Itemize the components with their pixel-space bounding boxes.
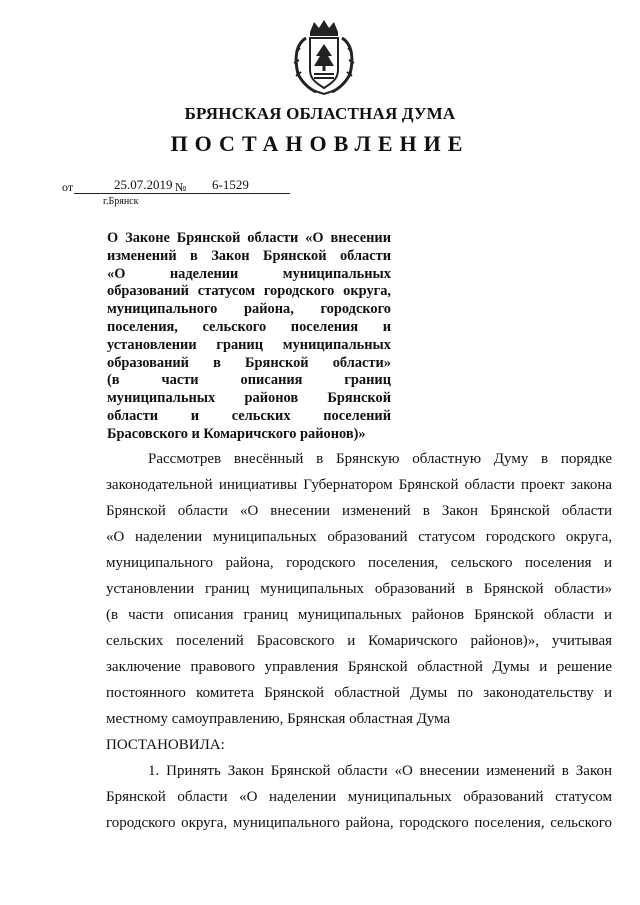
body-line: Брянской области «О внесении изменений в Закон Брянской области [106,503,612,519]
subject-line: О Законе Брянской области «О внесении [107,230,391,246]
coat-of-arms-icon [292,18,356,96]
subject-line: Брасовского и Комаричского районов)» [107,425,366,442]
resolution-heading: ПОСТАНОВИЛА: [106,737,225,753]
subject-line: изменений в Закон Брянской области [107,247,391,264]
from-label: от [62,180,74,194]
body-line: «О наделении муниципальных образований статусом городского округа, [106,529,612,545]
number-line [190,177,290,194]
document-subject [107,230,391,444]
body-line: установлении границ муниципальных образований в Брянской области» [106,581,612,597]
subject-line: установлении границ муниципальных [107,336,391,353]
body-line: муниципального района, городского поселения, сельского поселения и [106,555,612,571]
document-number: 6-1529 [212,177,249,192]
subject-line: образований статусом городского округа, [107,283,391,300]
body-line: городского округа, муниципального района, городского поселения, сельского [106,815,612,831]
body-line: постоянного комитета Брянской областной Думы по законодательству и [106,685,612,701]
body-line: сельских поселений Брасовского и Комаричского районов)», учитывая [106,633,612,649]
org-name: БРЯНСКАЯ ОБЛАСТНАЯ ДУМА [184,104,456,123]
number-label: № [175,180,187,194]
subject-line: муниципального района, городского [107,301,391,318]
document-type-title: ПОСТАНОВЛЕНИЕ [170,131,470,156]
body-line: законодательной инициативы Губернатором Брянской области проект закона [106,477,612,493]
body-line: 1. Принять Закон Брянской области «О внесении изменений в Закон [148,763,612,779]
city: г.Брянск [103,196,139,207]
subject-line: муниципальных районов Брянской [107,390,391,407]
subject-line: поселения, сельского поселения и [107,318,391,335]
document-date: 25.07.2019 [114,177,173,192]
subject-line: «О наделении муниципальных [107,265,391,282]
subject-line: образований в Брянской области» [107,354,391,371]
body-line: Брянской области «О наделении муниципальных образований статусом [106,789,612,805]
body-line: местному самоуправлению, Брянская областная Дума [106,711,451,727]
body-line: заключение правового управления Брянской областной Думы и решение [106,659,612,675]
subject-line: (в части описания границ [107,372,391,389]
body-line: (в части описания границ муниципальных районов Брянской области и [106,607,612,623]
subject-line: области и сельских поселений [107,407,391,424]
body-line: Рассмотрев внесённый в Брянскую областную Думу в порядке [148,451,612,467]
